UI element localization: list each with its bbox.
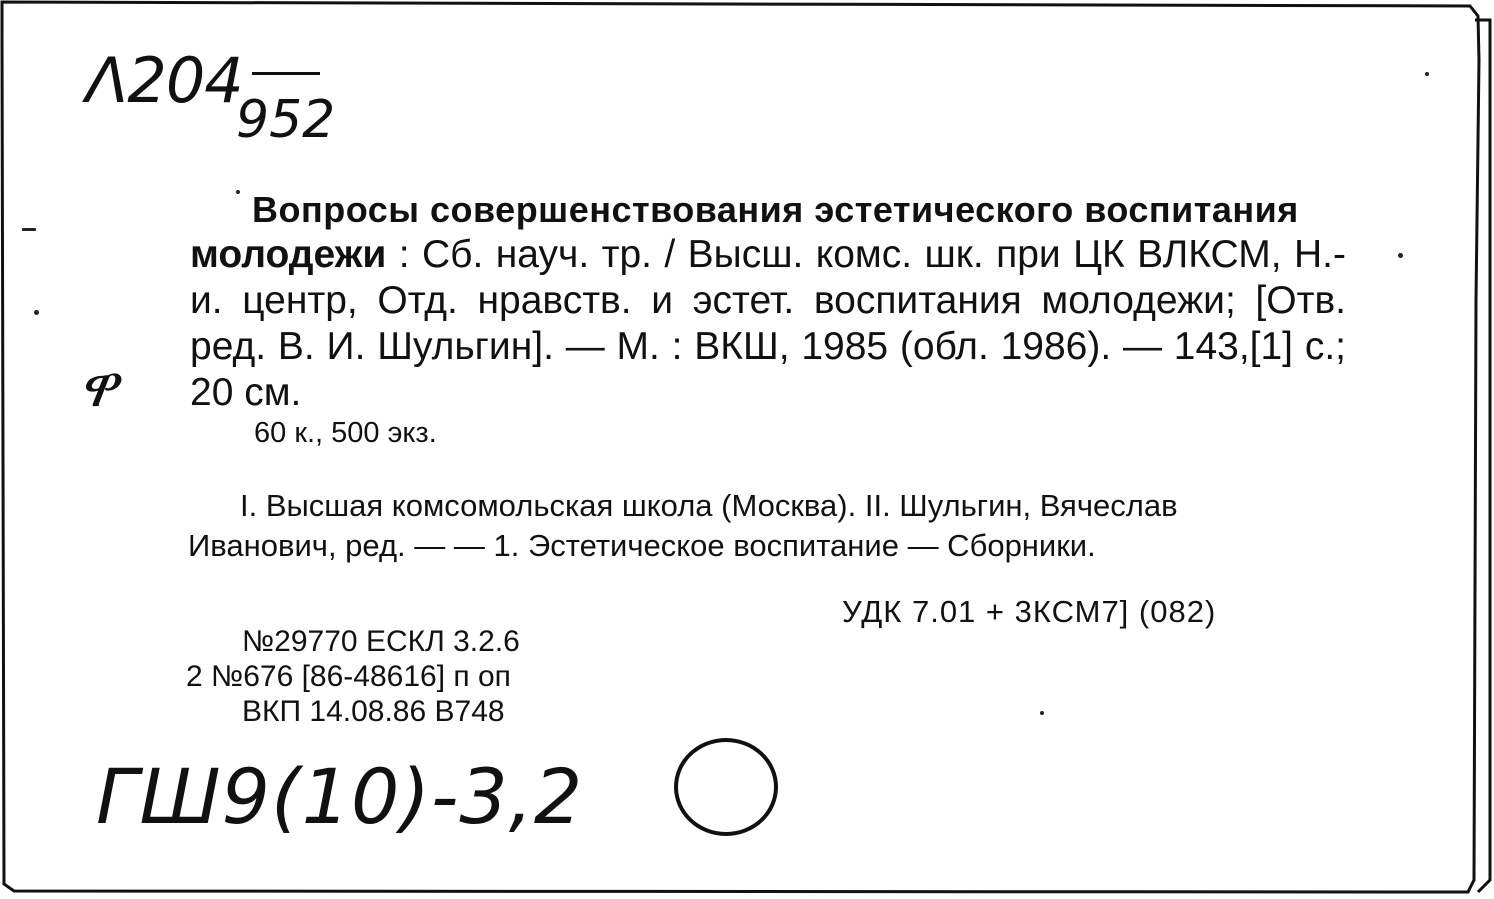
tracing-block (188, 486, 1340, 566)
speck (1398, 253, 1403, 258)
card-description (190, 232, 1346, 416)
description-rest: : Сб. науч. тр. / Высш. комс. шк. при ЦК ВЛКСМ, Н.-и. центр, Отд. нравств. и эстет. воспитания молодежи; [Отв. ред. В. И. Шульгин]. — М. : ВКШ, 1985 (обл. 1986). — 143,[1] с.; 20 см. (190, 233, 1346, 414)
handwritten-call-number: ГШ9(10)-3,2 (96, 752, 584, 841)
shelf-mark-sub: 952 (236, 90, 336, 150)
speck (22, 228, 36, 231)
shelf-mark-bar (252, 72, 320, 75)
description-bold: молодежи (190, 233, 387, 276)
speck (1040, 711, 1044, 715)
speck (1425, 72, 1429, 76)
code-line-3: ВКП 14.08.86 В748 (242, 695, 505, 728)
tracing-line-2: Иванович, ред. — — 1. Эстетическое воспитание — Сборники. (188, 528, 1096, 563)
code-line-1: №29770 ЕСКЛ 3.2.6 (242, 625, 520, 658)
handwritten-marker: ዋ (78, 352, 118, 420)
udc-code: УДК 7.01 + 3КСМ7] (082) (842, 594, 1217, 629)
card-title: Вопросы совершенствования эстетического воспитания (252, 189, 1299, 230)
shelf-mark-main: Λ204 (86, 44, 243, 117)
tracing-line-1: I. Высшая комсомольская школа (Москва). II. Шульгин, Вячеслав (240, 488, 1178, 523)
speck (34, 310, 39, 315)
stamp-circle (674, 738, 778, 836)
code-line-2: 2 №676 [86-48616] п оп (186, 660, 511, 693)
price-line: 60 к., 500 экз. (254, 417, 437, 449)
registration-codes (186, 624, 520, 729)
speck (236, 190, 240, 194)
